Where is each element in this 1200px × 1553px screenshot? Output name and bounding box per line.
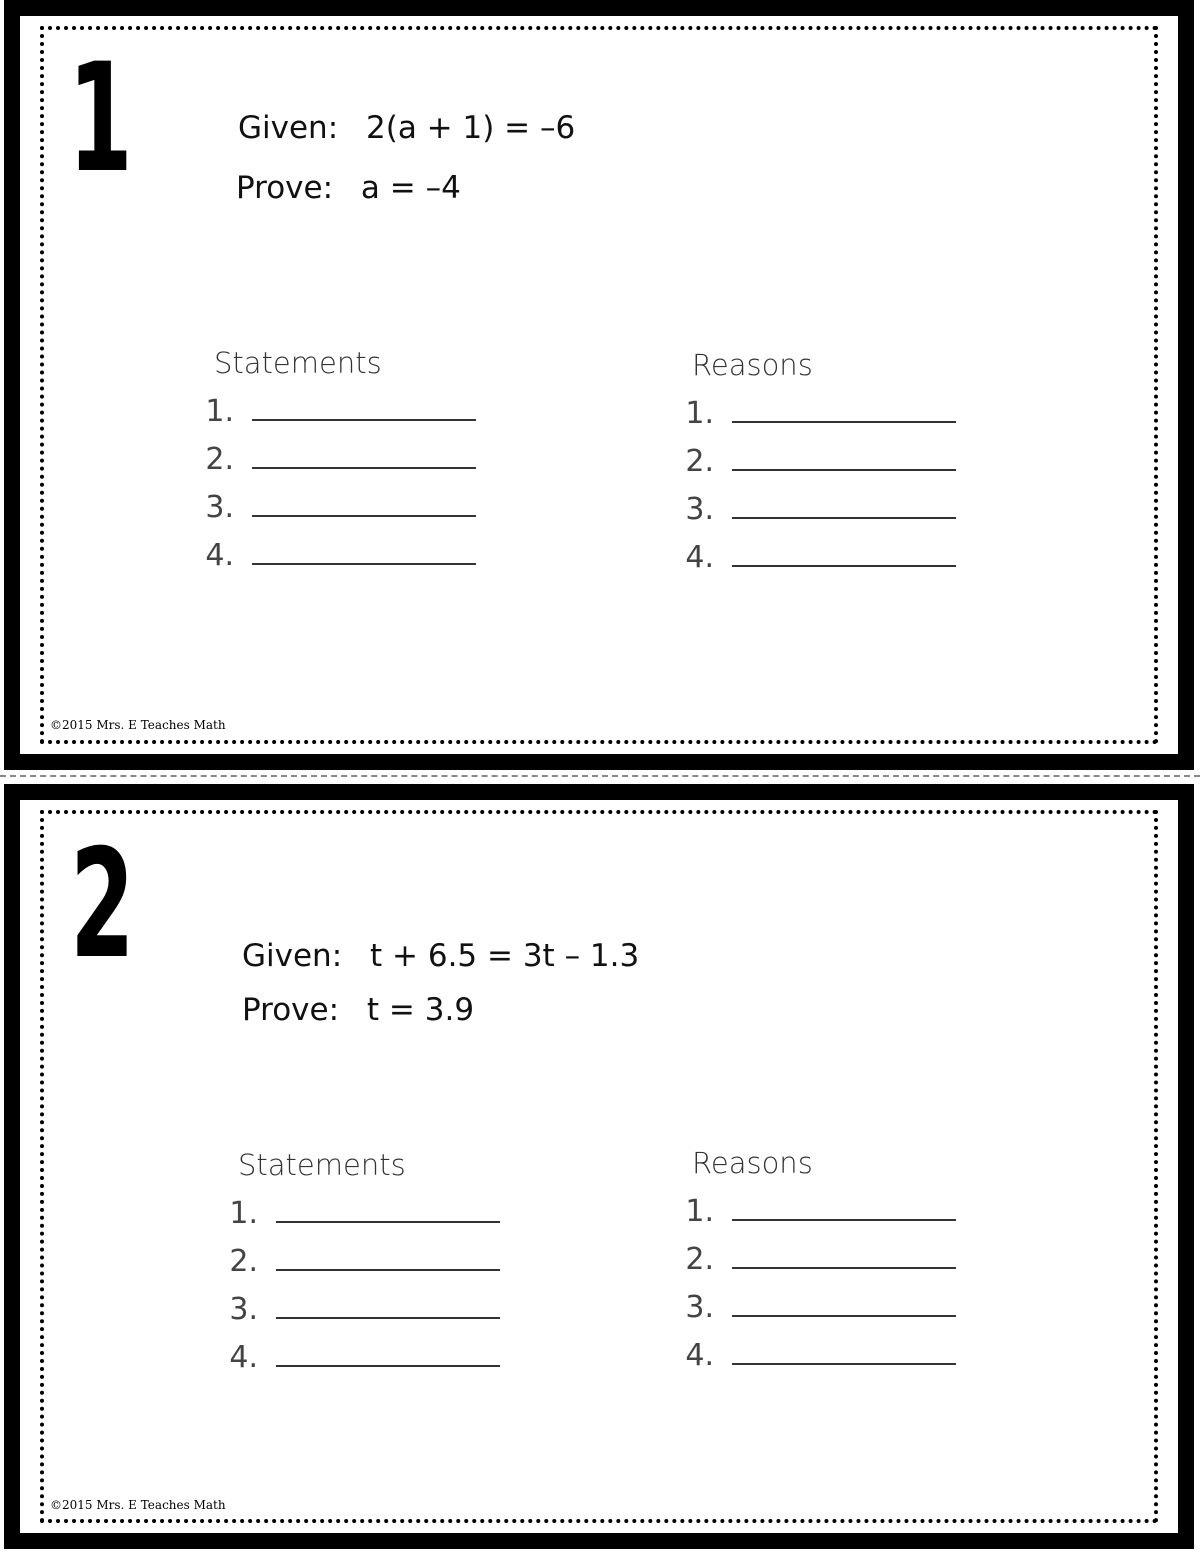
statement-row[interactable]	[192, 442, 476, 482]
reason-row[interactable]	[672, 492, 956, 532]
reason-row[interactable]	[672, 540, 956, 580]
statement-number: 2.	[229, 1244, 258, 1279]
prove-line	[236, 170, 461, 206]
given-expression: 2(a + 1) = –6	[366, 110, 576, 146]
cut-line	[0, 775, 1200, 777]
answer-blank[interactable]	[252, 515, 476, 517]
prove-expression: a = –4	[360, 170, 461, 206]
reason-row[interactable]	[672, 1290, 956, 1330]
given-line	[242, 938, 639, 974]
card-number: 1	[68, 32, 131, 206]
answer-blank[interactable]	[732, 1267, 956, 1269]
statements-header: Statements	[214, 346, 382, 380]
statement-number: 3.	[205, 490, 234, 525]
reasons-header: Reasons	[692, 1146, 813, 1180]
answer-blank[interactable]	[732, 517, 956, 519]
reasons-header: Reasons	[692, 348, 813, 382]
dotted-border	[40, 26, 1158, 744]
copyright-notice: ©2015 Mrs. E Teaches Math	[50, 718, 226, 732]
copyright-notice: ©2015 Mrs. E Teaches Math	[50, 1498, 226, 1512]
reason-number: 3.	[685, 492, 714, 527]
reason-number: 1.	[685, 1194, 714, 1229]
answer-blank[interactable]	[732, 1363, 956, 1365]
answer-blank[interactable]	[252, 563, 476, 565]
reason-number: 4.	[685, 1338, 714, 1373]
given-label: Given:	[238, 110, 339, 146]
statement-number: 1.	[229, 1196, 258, 1231]
prove-expression: t = 3.9	[366, 992, 475, 1028]
prove-label: Prove:	[236, 170, 334, 206]
statement-number: 3.	[229, 1292, 258, 1327]
proof-card-1	[4, 0, 1194, 770]
reason-row[interactable]	[672, 1338, 956, 1378]
reason-row[interactable]	[672, 396, 956, 436]
prove-label: Prove:	[242, 992, 340, 1028]
statement-number: 4.	[205, 538, 234, 573]
answer-blank[interactable]	[732, 421, 956, 423]
statement-number: 1.	[205, 394, 234, 429]
statement-row[interactable]	[216, 1244, 500, 1284]
answer-blank[interactable]	[276, 1317, 500, 1319]
statement-row[interactable]	[216, 1292, 500, 1332]
answer-blank[interactable]	[252, 467, 476, 469]
reason-number: 4.	[685, 540, 714, 575]
answer-blank[interactable]	[732, 1315, 956, 1317]
proof-card-2	[4, 784, 1194, 1549]
given-label: Given:	[242, 938, 343, 974]
reason-number: 2.	[685, 444, 714, 479]
answer-blank[interactable]	[732, 469, 956, 471]
answer-blank[interactable]	[276, 1269, 500, 1271]
answer-blank[interactable]	[732, 565, 956, 567]
reason-row[interactable]	[672, 1242, 956, 1282]
reason-row[interactable]	[672, 444, 956, 484]
reason-row[interactable]	[672, 1194, 956, 1234]
statement-row[interactable]	[192, 538, 476, 578]
statement-number: 2.	[205, 442, 234, 477]
statement-row[interactable]	[216, 1340, 500, 1380]
statement-number: 4.	[229, 1340, 258, 1375]
statement-row[interactable]	[216, 1196, 500, 1236]
reason-number: 1.	[685, 396, 714, 431]
prove-line	[242, 992, 474, 1028]
reason-number: 3.	[685, 1290, 714, 1325]
dotted-border	[40, 810, 1158, 1523]
card-number: 2	[70, 818, 133, 992]
answer-blank[interactable]	[732, 1219, 956, 1221]
answer-blank[interactable]	[252, 419, 476, 421]
given-line	[238, 110, 575, 146]
answer-blank[interactable]	[276, 1365, 500, 1367]
statements-header: Statements	[238, 1148, 406, 1182]
statement-row[interactable]	[192, 490, 476, 530]
reason-number: 2.	[685, 1242, 714, 1277]
statement-row[interactable]	[192, 394, 476, 434]
answer-blank[interactable]	[276, 1221, 500, 1223]
given-expression: t + 6.5 = 3t – 1.3	[370, 938, 640, 974]
